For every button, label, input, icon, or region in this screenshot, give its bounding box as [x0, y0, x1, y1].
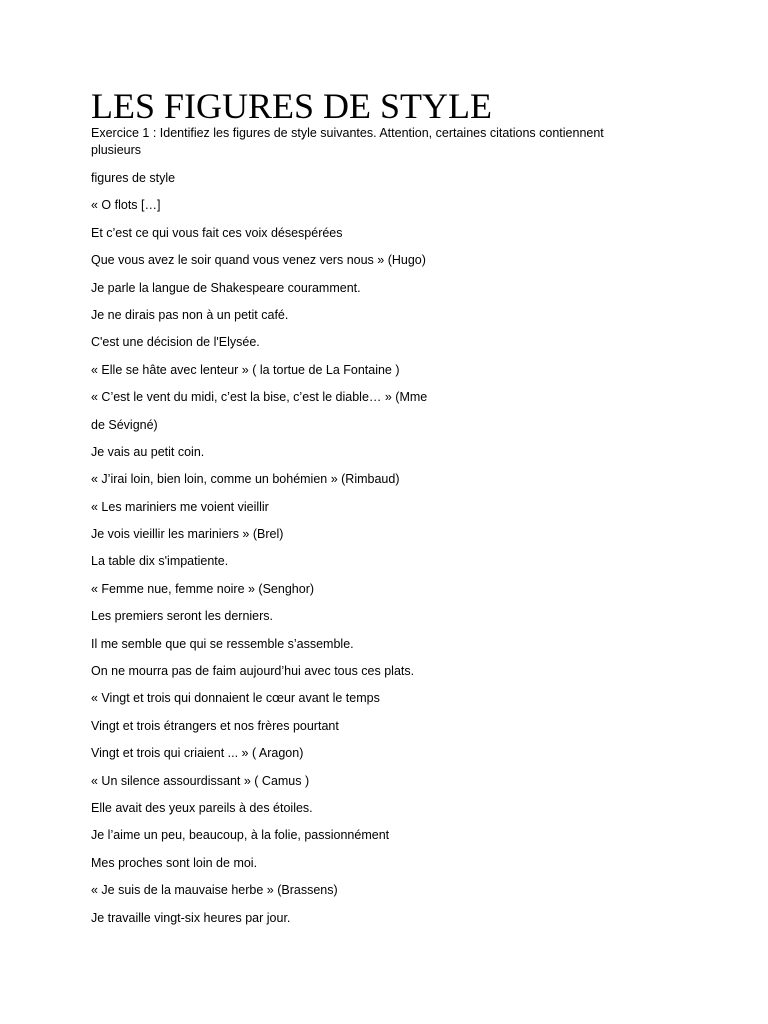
- text-line: « J’irai loin, bien loin, comme un bohémien » (Rimbaud): [91, 472, 400, 487]
- text-line: « Je suis de la mauvaise herbe » (Brassens): [91, 883, 338, 898]
- text-line: Je parle la langue de Shakespeare couramment.: [91, 280, 361, 295]
- text-line: On ne mourra pas de faim aujourd’hui avec tous ces plats.: [91, 664, 415, 679]
- text-line: C'est une décision de l'Elysée.: [91, 335, 260, 350]
- text-line: « Les mariniers me voient vieillir: [91, 499, 269, 514]
- text-line: de Sévigné): [91, 417, 158, 432]
- text-line: Que vous avez le soir quand vous venez vers nous » (Hugo): [91, 253, 426, 268]
- exercise-lines: [91, 168, 427, 935]
- text-line: Je vais au petit coin.: [91, 444, 205, 459]
- text-line: « C’est le vent du midi, c’est la bise, c’est le diable… » (Mme: [91, 390, 428, 405]
- text-line: « Vingt et trois qui donnaient le cœur avant le temps: [91, 691, 380, 706]
- text-line: Elle avait des yeux pareils à des étoiles.: [91, 800, 313, 815]
- text-line: Je l’aime un peu, beaucoup, à la folie, passionnément: [91, 828, 390, 843]
- page-title: LES FIGURES DE STYLE: [91, 86, 493, 126]
- text-line: Et c’est ce qui vous fait ces voix désespérées: [91, 225, 343, 240]
- text-line: Vingt et trois étrangers et nos frères pourtant: [91, 718, 339, 733]
- text-line: Les premiers seront les derniers.: [91, 609, 274, 624]
- text-line: Je travaille vingt-six heures par jour.: [91, 910, 291, 925]
- text-line: La table dix s'impatiente.: [91, 554, 229, 569]
- text-line: Mes proches sont loin de moi.: [91, 855, 258, 870]
- text-line: Il me semble que qui se ressemble s’assemble.: [91, 636, 354, 651]
- exercise-instructions: Exercice 1 : Identifiez les figures de style suivantes. Attention, certaines citations contiennent plusieurs: [91, 126, 604, 157]
- text-line: figures de style: [91, 171, 176, 185]
- text-line: « O flots […]: [91, 198, 161, 213]
- text-line: Vingt et trois qui criaient ... » ( Aragon): [91, 746, 304, 761]
- text-line: Je vois vieillir les mariniers » (Brel): [91, 527, 284, 542]
- text-line: « Elle se hâte avec lenteur » ( la tortue de La Fontaine ): [91, 362, 400, 377]
- text-line: « Un silence assourdissant » ( Camus ): [91, 773, 310, 788]
- text-line: « Femme nue, femme noire » (Senghor): [91, 581, 315, 596]
- text-line: Je ne dirais pas non à un petit café.: [91, 307, 289, 322]
